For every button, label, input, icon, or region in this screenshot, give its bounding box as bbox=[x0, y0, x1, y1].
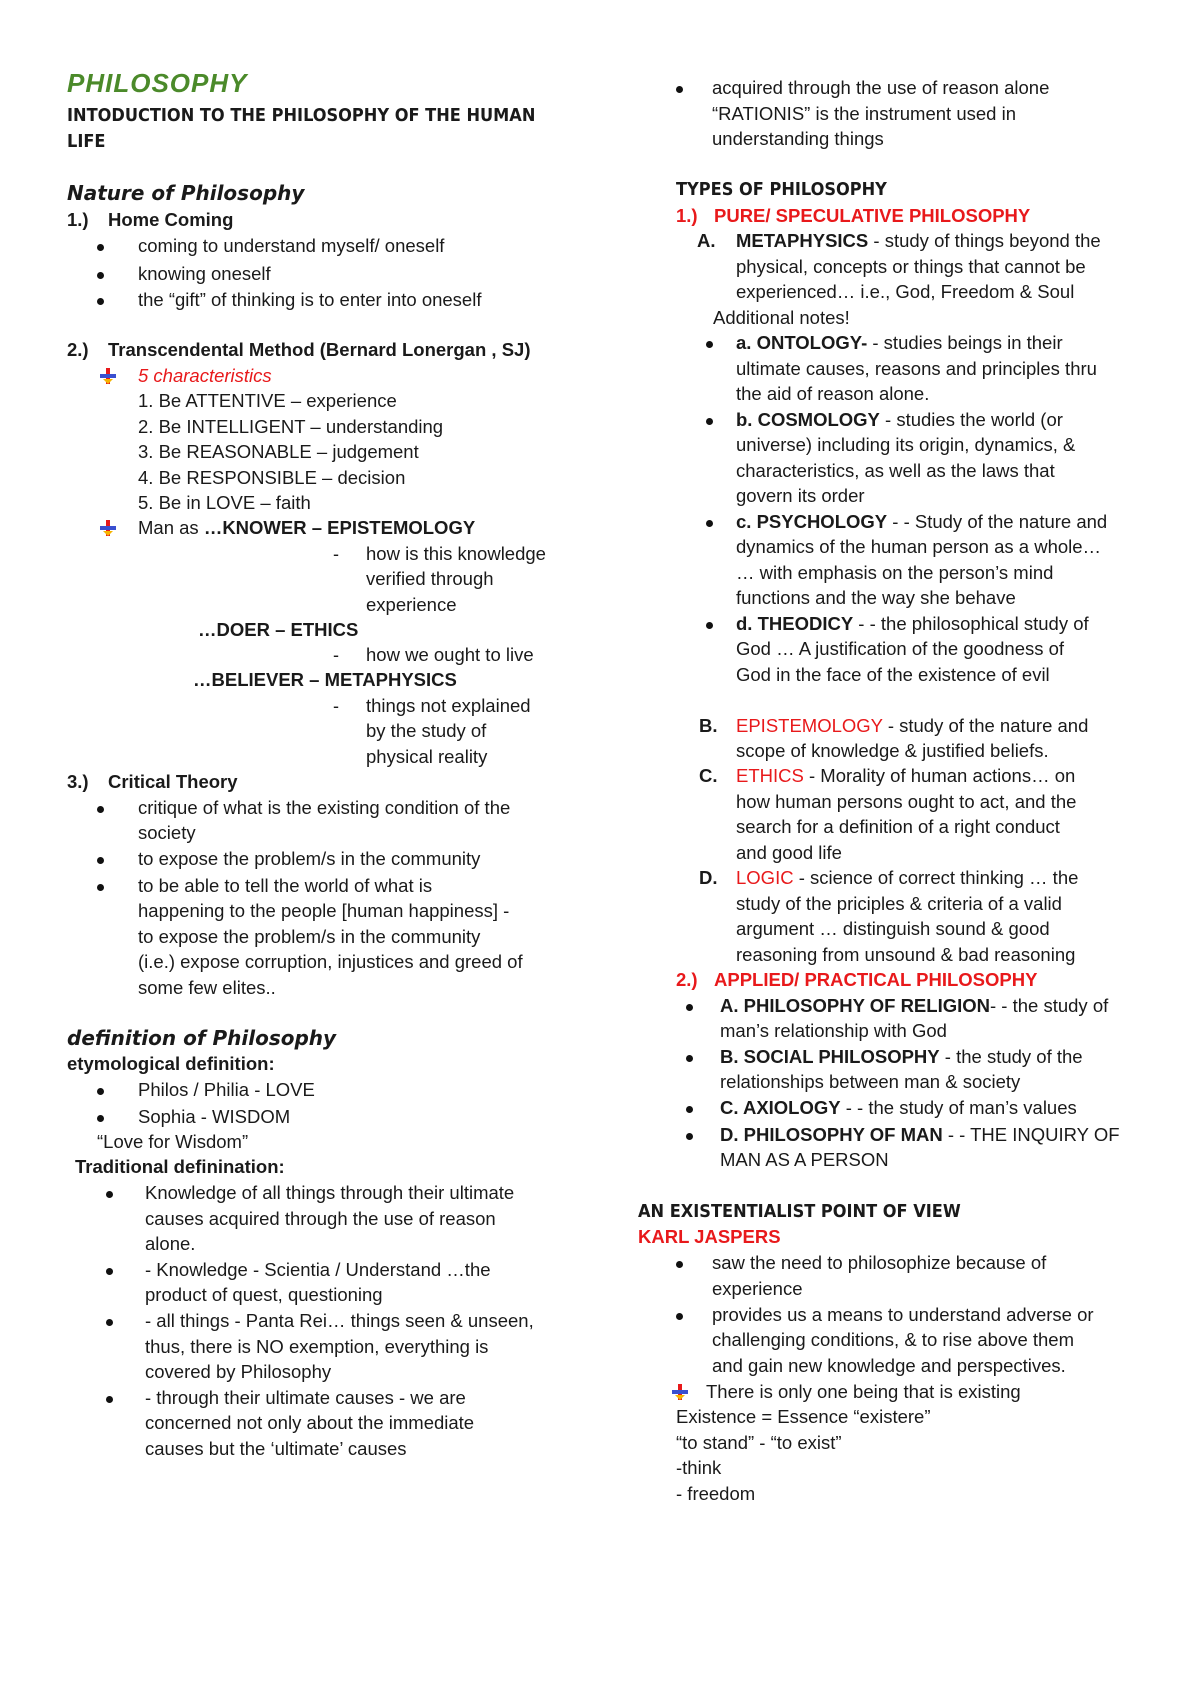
metaphysics-desc: - study of things beyond the bbox=[868, 230, 1101, 251]
bullet-icon bbox=[686, 1133, 693, 1140]
list-item: Philos / Philia - LOVE bbox=[138, 1079, 315, 1100]
knower-desc: experience bbox=[366, 594, 457, 615]
list-item-cont: some few elites.. bbox=[138, 977, 276, 998]
doer-desc: how we ought to live bbox=[366, 644, 534, 665]
section-2-number: 2.) bbox=[67, 339, 89, 360]
phil-man-desc: - - THE INQUIRY OF bbox=[942, 1124, 1120, 1145]
psychology-term: c. PSYCHOLOGY bbox=[736, 511, 888, 532]
knower-term: …KNOWER – EPISTEMOLOGY bbox=[203, 517, 476, 538]
believer-desc: things not explained bbox=[366, 695, 531, 716]
list-item: acquired through the use of reason alone bbox=[712, 77, 1050, 98]
list-item: - Knowledge - Scientia / Understand …the bbox=[145, 1259, 491, 1280]
characteristic-item: 5. Be in LOVE – faith bbox=[138, 492, 311, 513]
list-item-cont: (i.e.) expose corruption, injustices and greed of bbox=[138, 951, 523, 972]
list-item-cont: thus, there is NO exemption, everything is bbox=[145, 1336, 489, 1357]
religion-line bbox=[720, 994, 1108, 1018]
traditional-label: Traditional definination: bbox=[75, 1156, 285, 1177]
axiology-line bbox=[720, 1096, 1077, 1120]
knower-desc: how is this knowledge bbox=[366, 543, 546, 564]
karl-jaspers: KARL JASPERS bbox=[638, 1226, 781, 1247]
section-3-title: Critical Theory bbox=[108, 771, 238, 792]
section-2-title: Transcendental Method (Bernard Lonergan , SJ) bbox=[108, 339, 531, 360]
psychology-desc: dynamics of the human person as a whole… bbox=[736, 536, 1102, 557]
ontology-desc: the aid of reason alone. bbox=[736, 383, 930, 404]
bullet-icon bbox=[97, 298, 104, 305]
cosmology-desc: - studies the world (or bbox=[879, 409, 1063, 430]
psychology-desc: … with emphasis on the person’s mind bbox=[736, 562, 1054, 583]
love-for-wisdom: “Love for Wisdom” bbox=[97, 1131, 249, 1152]
bullet-icon bbox=[97, 272, 104, 279]
theodicy-desc: God in the face of the existence of evil bbox=[736, 664, 1050, 685]
existing-being: There is only one being that is existing bbox=[706, 1381, 1021, 1402]
section-1-number: 1.) bbox=[67, 209, 89, 230]
list-item: knowing oneself bbox=[138, 263, 271, 284]
doer-term: …DOER – ETHICS bbox=[198, 619, 359, 640]
knower-prefix: Man as bbox=[138, 517, 204, 538]
epistemology-desc: scope of knowledge & justified beliefs. bbox=[736, 740, 1049, 761]
bullet-icon bbox=[97, 884, 104, 891]
ethics-line bbox=[736, 764, 1075, 788]
bullet-icon bbox=[97, 244, 104, 251]
ethics-desc: - Morality of human actions… on bbox=[803, 765, 1076, 786]
bullet-icon bbox=[686, 1055, 693, 1062]
bullet-icon bbox=[706, 418, 713, 425]
existence-line: - freedom bbox=[676, 1483, 756, 1504]
list-item-cont: understanding things bbox=[712, 128, 884, 149]
cosmology-term: b. COSMOLOGY bbox=[736, 409, 880, 430]
pure-number: 1.) bbox=[676, 205, 698, 226]
pure-title: PURE/ SPECULATIVE PHILOSOPHY bbox=[714, 205, 1031, 226]
list-item: provides us a means to understand adverse or bbox=[712, 1304, 1094, 1325]
list-item-cont: experience bbox=[712, 1278, 803, 1299]
logic-desc: study of the priciples & criteria of a valid bbox=[736, 893, 1062, 914]
religion-desc: man’s relationship with God bbox=[720, 1020, 947, 1041]
subtitle-line-2: LIFE bbox=[67, 131, 106, 152]
bullet-icon bbox=[97, 806, 104, 813]
types-heading: TYPES OF PHILOSOPHY bbox=[676, 179, 887, 200]
bullet-icon bbox=[686, 1004, 693, 1011]
logic-line bbox=[736, 866, 1078, 890]
logic-letter: D. bbox=[699, 867, 718, 888]
bullet-icon bbox=[686, 1106, 693, 1113]
social-line bbox=[720, 1045, 1083, 1069]
logic-desc: - science of correct thinking … the bbox=[793, 867, 1079, 888]
list-item-cont: alone. bbox=[145, 1233, 196, 1254]
believer-term: …BELIEVER – METAPHYSICS bbox=[193, 669, 457, 690]
list-item: critique of what is the existing condition of the bbox=[138, 797, 511, 818]
ontology-line bbox=[736, 331, 1063, 355]
axiology-term: C. AXIOLOGY bbox=[720, 1097, 841, 1118]
existence-line: Existence = Essence “existere” bbox=[676, 1406, 931, 1427]
list-item: Sophia - WISDOM bbox=[138, 1106, 291, 1127]
ethics-desc: search for a definition of a right conduct bbox=[736, 816, 1060, 837]
theodicy-desc: - - the philosophical study of bbox=[853, 613, 1089, 634]
theodicy-line bbox=[736, 612, 1089, 636]
list-item-cont: product of quest, questioning bbox=[145, 1284, 383, 1305]
page-title: PHILOSOPHY bbox=[67, 68, 248, 98]
logic-desc: argument … distinguish sound & good bbox=[736, 918, 1050, 939]
list-item-cont: happening to the people [human happiness] - bbox=[138, 900, 510, 921]
applied-title: APPLIED/ PRACTICAL PHILOSOPHY bbox=[714, 969, 1038, 990]
list-item: - through their ultimate causes - we are bbox=[145, 1387, 466, 1408]
list-item-cont: challenging conditions, & to rise above them bbox=[712, 1329, 1074, 1350]
religion-desc: - - the study of bbox=[990, 995, 1109, 1016]
bullet-icon bbox=[97, 857, 104, 864]
list-item: saw the need to philosophize because of bbox=[712, 1252, 1047, 1273]
list-item: to be able to tell the world of what is bbox=[138, 875, 433, 896]
ontology-term: a. ONTOLOGY- bbox=[736, 332, 868, 353]
ethics-desc: and good life bbox=[736, 842, 842, 863]
bullet-icon bbox=[706, 622, 713, 629]
characteristic-item: 4. Be RESPONSIBLE – decision bbox=[138, 467, 406, 488]
list-item: to expose the problem/s in the community bbox=[138, 848, 481, 869]
list-item: - all things - Panta Rei… things seen & unseen, bbox=[145, 1310, 534, 1331]
knower-desc: verified through bbox=[366, 568, 494, 589]
believer-desc: by the study of bbox=[366, 720, 487, 741]
bullet-icon bbox=[706, 520, 713, 527]
ethics-letter: C. bbox=[699, 765, 718, 786]
epistemology-desc: - study of the nature and bbox=[882, 715, 1089, 736]
logic-desc: reasoning from unsound & bad reasoning bbox=[736, 944, 1076, 965]
list-item-cont: and gain new knowledge and perspectives. bbox=[712, 1355, 1066, 1376]
psychology-desc: - - Study of the nature and bbox=[887, 511, 1108, 532]
list-item-cont: “RATIONIS” is the instrument used in bbox=[712, 103, 1016, 124]
phil-man-term: D. PHILOSOPHY OF MAN bbox=[720, 1124, 943, 1145]
ethics-term: ETHICS bbox=[736, 765, 804, 786]
bullet-icon bbox=[706, 341, 713, 348]
arrow-bullet-icon bbox=[99, 519, 117, 537]
applied-number: 2.) bbox=[676, 969, 698, 990]
phil-man-line bbox=[720, 1123, 1120, 1147]
definition-heading: definition of Philosophy bbox=[67, 1026, 337, 1050]
metaphysics-desc: physical, concepts or things that cannot be bbox=[736, 256, 1086, 277]
subtitle-line-1: INTODUCTION TO THE PHILOSOPHY OF THE HUMAN bbox=[67, 105, 536, 126]
list-item-cont: causes but the ‘ultimate’ causes bbox=[145, 1438, 407, 1459]
social-term: B. SOCIAL PHILOSOPHY bbox=[720, 1046, 940, 1067]
list-item-cont: to expose the problem/s in the community bbox=[138, 926, 481, 947]
list-item: the “gift” of thinking is to enter into oneself bbox=[138, 289, 482, 310]
phil-man-desc: MAN AS A PERSON bbox=[720, 1149, 889, 1170]
social-desc: relationships between man & society bbox=[720, 1071, 1021, 1092]
etymological-label: etymological definition: bbox=[67, 1053, 275, 1074]
dash-marker: - bbox=[333, 645, 339, 665]
nature-heading: Nature of Philosophy bbox=[67, 181, 305, 205]
axiology-desc: - - the study of man’s values bbox=[840, 1097, 1077, 1118]
existence-line: -think bbox=[676, 1457, 722, 1478]
section-1-title: Home Coming bbox=[108, 209, 234, 230]
existentialist-heading: AN EXISTENTIALIST POINT OF VIEW bbox=[638, 1201, 961, 1222]
metaphysics-letter: A. bbox=[697, 230, 716, 251]
epistemology-line bbox=[736, 714, 1088, 738]
list-item-cont: society bbox=[138, 822, 196, 843]
existence-line: “to stand” - “to exist” bbox=[676, 1432, 842, 1453]
metaphysics-term: METAPHYSICS bbox=[736, 230, 869, 251]
characteristics-label: 5 characteristics bbox=[138, 365, 272, 386]
bullet-icon bbox=[676, 1313, 683, 1320]
bullet-icon bbox=[676, 86, 683, 93]
list-item: coming to understand myself/ oneself bbox=[138, 235, 445, 256]
metaphysics-desc: experienced… i.e., God, Freedom & Soul bbox=[736, 281, 1075, 302]
list-item: Knowledge of all things through their ultimate bbox=[145, 1182, 515, 1203]
social-desc: - the study of the bbox=[939, 1046, 1083, 1067]
ontology-desc: - studies beings in their bbox=[867, 332, 1063, 353]
characteristic-item: 1. Be ATTENTIVE – experience bbox=[138, 390, 397, 411]
arrow-bullet-icon bbox=[671, 1383, 689, 1401]
bullet-icon bbox=[97, 1115, 104, 1122]
psychology-line bbox=[736, 510, 1107, 534]
epistemology-term: EPISTEMOLOGY bbox=[736, 715, 883, 736]
arrow-bullet-icon bbox=[99, 367, 117, 385]
ontology-desc: ultimate causes, reasons and principles thru bbox=[736, 358, 1097, 379]
list-item-cont: covered by Philosophy bbox=[145, 1361, 332, 1382]
bullet-icon bbox=[106, 1268, 113, 1275]
additional-notes: Additional notes! bbox=[713, 307, 850, 328]
cosmology-desc: govern its order bbox=[736, 485, 865, 506]
list-item-cont: causes acquired through the use of reason bbox=[145, 1208, 496, 1229]
metaphysics-line bbox=[736, 229, 1101, 253]
believer-desc: physical reality bbox=[366, 746, 488, 767]
cosmology-desc: characteristics, as well as the laws that bbox=[736, 460, 1055, 481]
dash-marker: - bbox=[333, 696, 339, 716]
psychology-desc: functions and the way she behave bbox=[736, 587, 1016, 608]
bullet-icon bbox=[676, 1261, 683, 1268]
bullet-icon bbox=[106, 1319, 113, 1326]
list-item-cont: concerned not only about the immediate bbox=[145, 1412, 475, 1433]
bullet-icon bbox=[97, 1088, 104, 1095]
logic-term: LOGIC bbox=[736, 867, 794, 888]
ethics-desc: how human persons ought to act, and the bbox=[736, 791, 1077, 812]
theodicy-desc: God … A justification of the goodness of bbox=[736, 638, 1065, 659]
section-3-number: 3.) bbox=[67, 771, 89, 792]
bullet-icon bbox=[106, 1191, 113, 1198]
knower-line bbox=[138, 516, 475, 540]
characteristic-item: 3. Be REASONABLE – judgement bbox=[138, 441, 419, 462]
religion-term: A. PHILOSOPHY OF RELIGION bbox=[720, 995, 990, 1016]
bullet-icon bbox=[106, 1396, 113, 1403]
cosmology-line bbox=[736, 408, 1063, 432]
epistemology-letter: B. bbox=[699, 715, 718, 736]
theodicy-term: d. THEODICY bbox=[736, 613, 854, 634]
dash-marker: - bbox=[333, 544, 339, 564]
cosmology-desc: universe) including its origin, dynamics, & bbox=[736, 434, 1076, 455]
characteristic-item: 2. Be INTELLIGENT – understanding bbox=[138, 416, 444, 437]
